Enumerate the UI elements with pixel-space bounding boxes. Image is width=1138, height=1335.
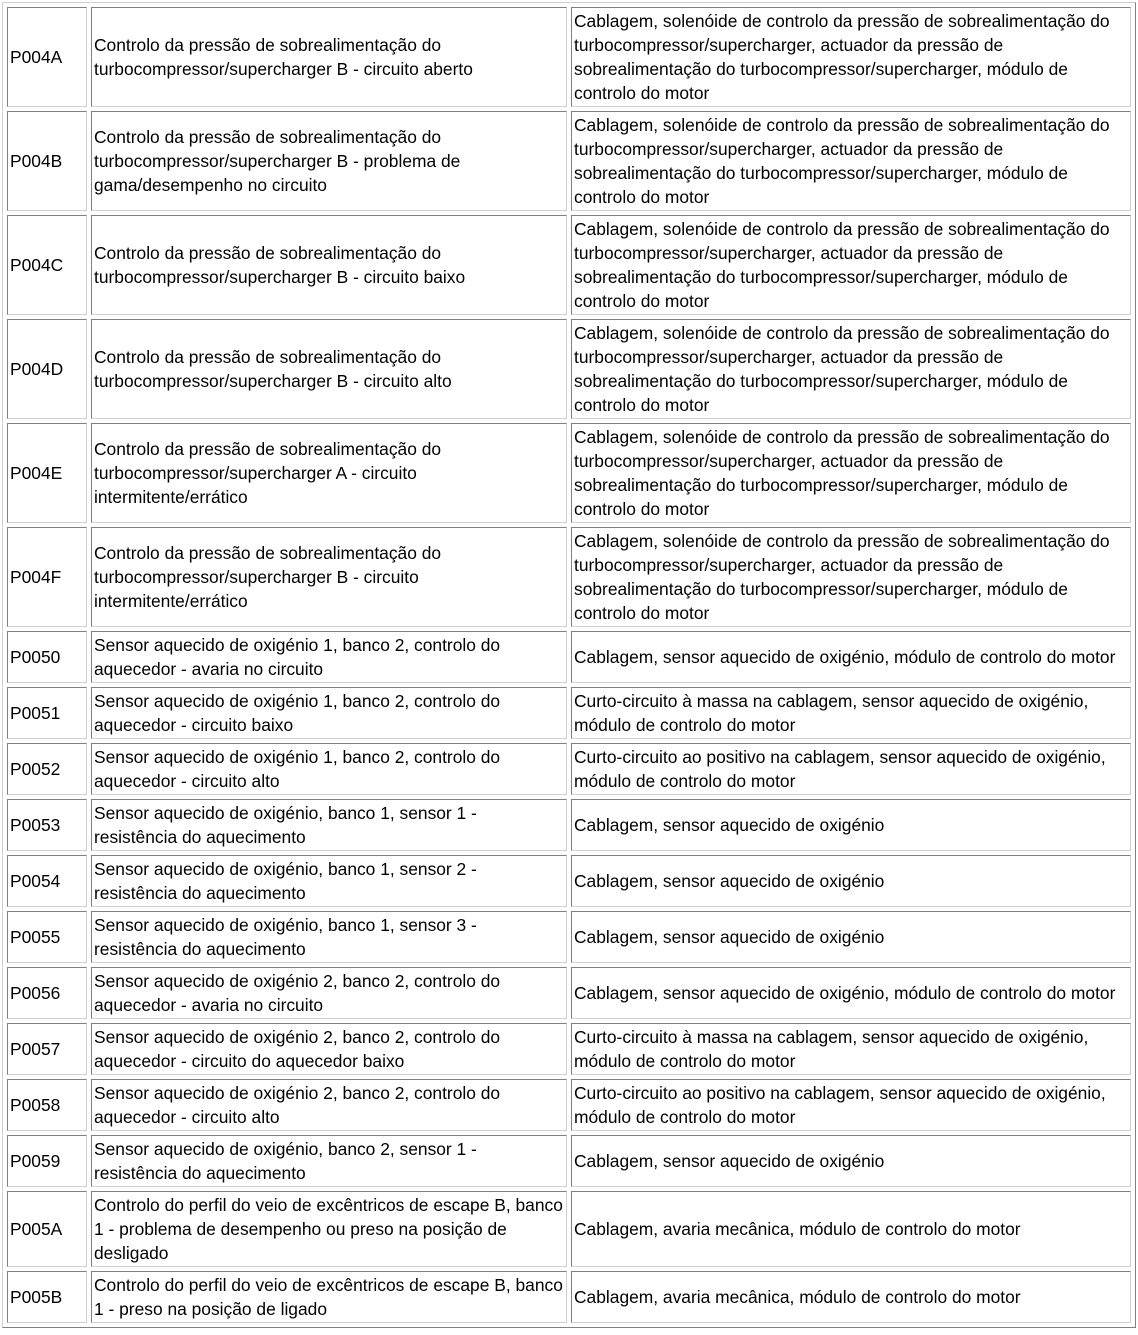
fault-description: Sensor aquecido de oxigénio 2, banco 2, controlo do aquecedor - circuito alto: [91, 1079, 567, 1131]
possible-causes: Cablagem, solenóide de controlo da pressão de sobrealimentação do turbocompressor/supercharger, actuador da pressão de sobrealimentação do turbocompressor/supercharger, módulo de controlo do motor: [571, 423, 1131, 523]
table-row: [7, 967, 1131, 1019]
table-row: [7, 1135, 1131, 1187]
fault-code: P004C: [7, 215, 87, 315]
table-row: [7, 743, 1131, 795]
possible-causes: Cablagem, solenóide de controlo da pressão de sobrealimentação do turbocompressor/supercharger, actuador da pressão de sobrealimentação do turbocompressor/supercharger, módulo de controlo do motor: [571, 215, 1131, 315]
fault-description: Controlo da pressão de sobrealimentação do turbocompressor/supercharger B - circuito baixo: [91, 215, 567, 315]
table-row: [7, 1191, 1131, 1267]
possible-causes: Cablagem, sensor aquecido de oxigénio, módulo de controlo do motor: [571, 631, 1131, 683]
table-row: [7, 911, 1131, 963]
fault-code: P0058: [7, 1079, 87, 1131]
fault-code-table: [2, 2, 1136, 1328]
fault-code: P0055: [7, 911, 87, 963]
possible-causes: Curto-circuito à massa na cablagem, sensor aquecido de oxigénio, módulo de controlo do motor: [571, 687, 1131, 739]
table-row: [7, 687, 1131, 739]
fault-description: Sensor aquecido de oxigénio 2, banco 2, controlo do aquecedor - avaria no circuito: [91, 967, 567, 1019]
possible-causes: Cablagem, solenóide de controlo da pressão de sobrealimentação do turbocompressor/supercharger, actuador da pressão de sobrealimentação do turbocompressor/supercharger, módulo de controlo do motor: [571, 111, 1131, 211]
fault-code: P0057: [7, 1023, 87, 1075]
possible-causes: Cablagem, sensor aquecido de oxigénio: [571, 1135, 1131, 1187]
table-row: [7, 215, 1131, 315]
fault-code: P0059: [7, 1135, 87, 1187]
possible-causes: Cablagem, solenóide de controlo da pressão de sobrealimentação do turbocompressor/supercharger, actuador da pressão de sobrealimentação do turbocompressor/supercharger, módulo de controlo do motor: [571, 319, 1131, 419]
possible-causes: Cablagem, sensor aquecido de oxigénio: [571, 911, 1131, 963]
table-row: [7, 1271, 1131, 1323]
possible-causes: Cablagem, avaria mecânica, módulo de controlo do motor: [571, 1191, 1131, 1267]
table-row: [7, 527, 1131, 627]
fault-description: Sensor aquecido de oxigénio 2, banco 2, controlo do aquecedor - circuito do aquecedor baixo: [91, 1023, 567, 1075]
table-row: [7, 423, 1131, 523]
fault-code: P004F: [7, 527, 87, 627]
fault-code: P0054: [7, 855, 87, 907]
possible-causes: Curto-circuito ao positivo na cablagem, sensor aquecido de oxigénio, módulo de controlo do motor: [571, 743, 1131, 795]
fault-description: Controlo da pressão de sobrealimentação do turbocompressor/supercharger B - circuito intermitente/errático: [91, 527, 567, 627]
possible-causes: Curto-circuito à massa na cablagem, sensor aquecido de oxigénio, módulo de controlo do motor: [571, 1023, 1131, 1075]
fault-code: P004D: [7, 319, 87, 419]
table-row: [7, 631, 1131, 683]
table-row: [7, 1023, 1131, 1075]
fault-description: Controlo da pressão de sobrealimentação do turbocompressor/supercharger B - circuito aberto: [91, 7, 567, 107]
possible-causes: Cablagem, avaria mecânica, módulo de controlo do motor: [571, 1271, 1131, 1323]
table-row: [7, 855, 1131, 907]
fault-code: P0050: [7, 631, 87, 683]
table-row: [7, 319, 1131, 419]
fault-description: Controlo da pressão de sobrealimentação do turbocompressor/supercharger B - problema de gama/desempenho no circuito: [91, 111, 567, 211]
fault-description: Sensor aquecido de oxigénio 1, banco 2, controlo do aquecedor - circuito alto: [91, 743, 567, 795]
fault-description: Sensor aquecido de oxigénio, banco 2, sensor 1 - resistência do aquecimento: [91, 1135, 567, 1187]
possible-causes: Curto-circuito ao positivo na cablagem, sensor aquecido de oxigénio, módulo de controlo do motor: [571, 1079, 1131, 1131]
possible-causes: Cablagem, solenóide de controlo da pressão de sobrealimentação do turbocompressor/supercharger, actuador da pressão de sobrealimentação do turbocompressor/supercharger, módulo de controlo do motor: [571, 7, 1131, 107]
fault-code: P005A: [7, 1191, 87, 1267]
fault-code: P0051: [7, 687, 87, 739]
possible-causes: Cablagem, sensor aquecido de oxigénio, módulo de controlo do motor: [571, 967, 1131, 1019]
fault-code: P0053: [7, 799, 87, 851]
fault-code: P004A: [7, 7, 87, 107]
fault-description: Controlo da pressão de sobrealimentação do turbocompressor/supercharger A - circuito intermitente/errático: [91, 423, 567, 523]
fault-description: Sensor aquecido de oxigénio 1, banco 2, controlo do aquecedor - circuito baixo: [91, 687, 567, 739]
fault-code: P005B: [7, 1271, 87, 1323]
table-row: [7, 799, 1131, 851]
fault-code: P0056: [7, 967, 87, 1019]
fault-description: Sensor aquecido de oxigénio, banco 1, sensor 1 - resistência do aquecimento: [91, 799, 567, 851]
fault-code: P004E: [7, 423, 87, 523]
table-row: [7, 111, 1131, 211]
fault-description: Controlo do perfil do veio de excêntricos de escape B, banco 1 - preso na posição de ligado: [91, 1271, 567, 1323]
fault-description: Controlo da pressão de sobrealimentação do turbocompressor/supercharger B - circuito alto: [91, 319, 567, 419]
table-row: [7, 1079, 1131, 1131]
fault-description: Controlo do perfil do veio de excêntricos de escape B, banco 1 - problema de desempenho ou preso na posição de desligado: [91, 1191, 567, 1267]
table-row: [7, 7, 1131, 107]
possible-causes: Cablagem, sensor aquecido de oxigénio: [571, 855, 1131, 907]
fault-description: Sensor aquecido de oxigénio, banco 1, sensor 2 - resistência do aquecimento: [91, 855, 567, 907]
fault-code: P0052: [7, 743, 87, 795]
fault-description: Sensor aquecido de oxigénio, banco 1, sensor 3 - resistência do aquecimento: [91, 911, 567, 963]
fault-code: P004B: [7, 111, 87, 211]
fault-description: Sensor aquecido de oxigénio 1, banco 2, controlo do aquecedor - avaria no circuito: [91, 631, 567, 683]
possible-causes: Cablagem, solenóide de controlo da pressão de sobrealimentação do turbocompressor/supercharger, actuador da pressão de sobrealimentação do turbocompressor/supercharger, módulo de controlo do motor: [571, 527, 1131, 627]
possible-causes: Cablagem, sensor aquecido de oxigénio: [571, 799, 1131, 851]
